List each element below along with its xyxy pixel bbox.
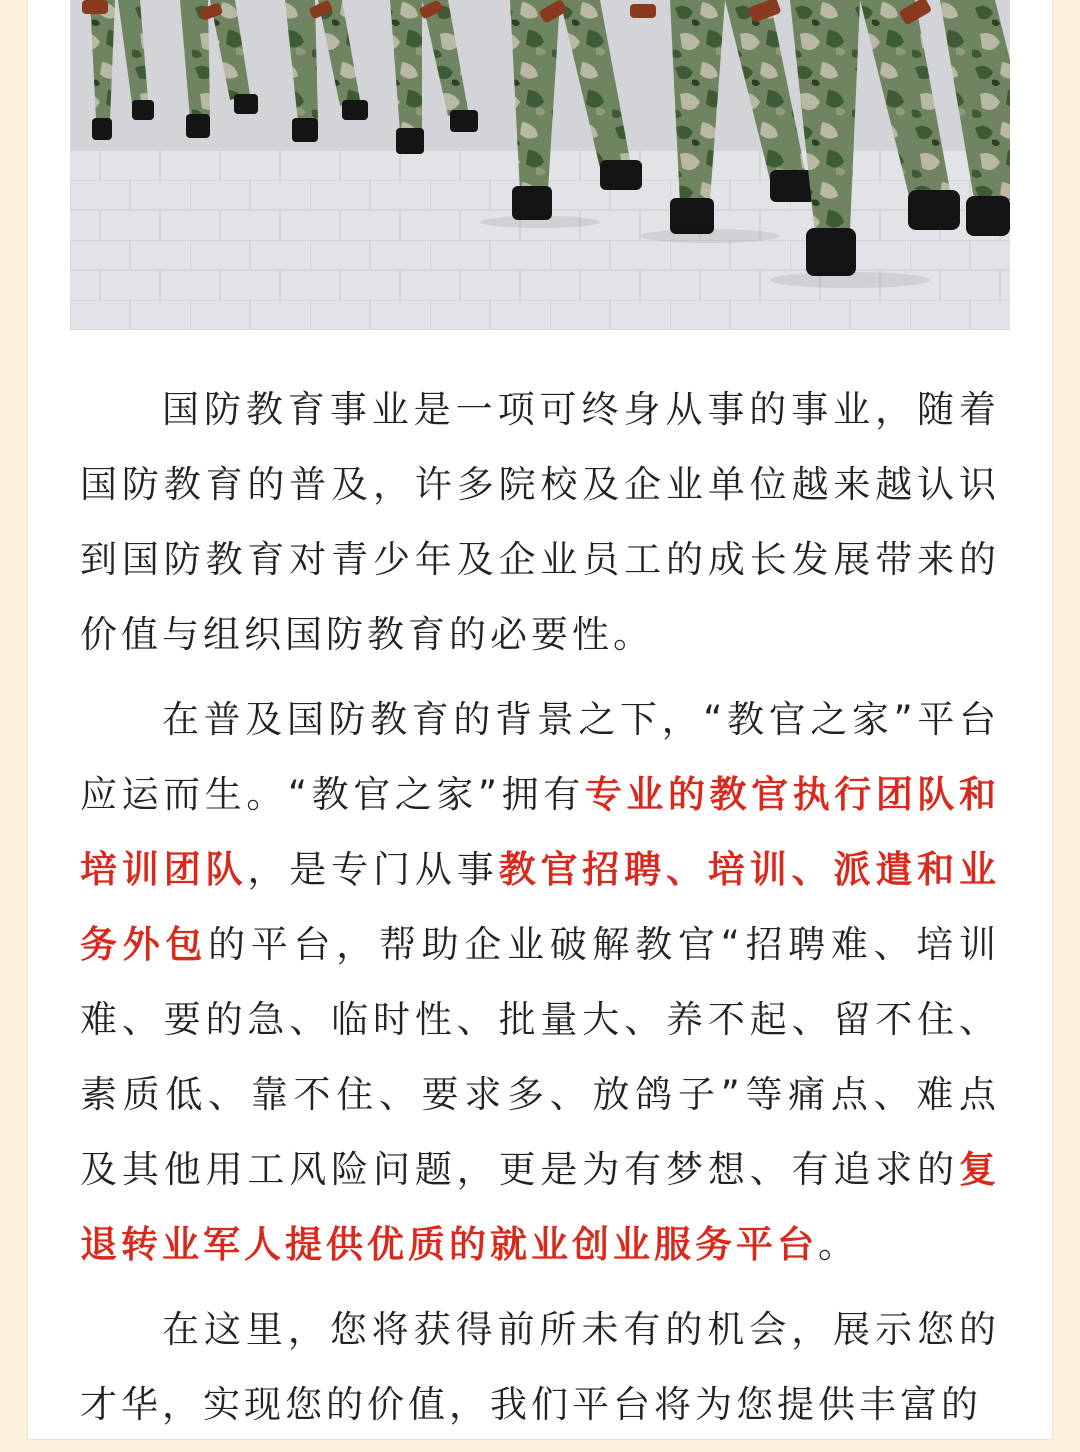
paragraph-2-text-3: 的平台，帮助企业破解教官“招聘难、培训难、要的急、临时性、批量大、养不起、留不住、素质低、靠不住、要求多、放鸽子”等痛点、难点及其他用工风险问题，更是为有梦想、有追求的 — [80, 923, 1001, 1191]
paragraph-2-text-4: 。 — [818, 1223, 859, 1266]
soldiers-marching-photo — [70, 0, 1010, 330]
photo-illustration — [70, 0, 1010, 330]
article-page — [28, 0, 1052, 1439]
paragraph-2-text-2: ，是专门从事 — [247, 848, 499, 891]
article-body — [80, 372, 1000, 1452]
paragraph-2 — [80, 682, 1000, 1282]
paragraph-1: 国防教育事业是一项可终身从事的事业，随着国防教育的普及，许多院校及企业单位越来越认识到国防教育对青少年及企业员工的成长发展带来的价值与组织国防教育的必要性。 — [80, 388, 1000, 656]
highlight-veteran-platform: 复退转业军人提供优质的就业创业服务平台 — [80, 1148, 1000, 1266]
highlight-services: 教官招聘、培训、派遣和业务外包 — [80, 848, 1001, 966]
highlight-professional-team: 专业的教官执行团队和培训团队 — [80, 773, 1001, 891]
paragraph-2-text-1: 在普及国防教育的背景之下，“教官之家”平台应运而生。“教官之家”拥有 — [80, 698, 1000, 816]
paragraph-3: 在这里，您将获得前所未有的机会，展示您的才华，实现您的价值，我们平台将为您提供丰富的 — [80, 1308, 1000, 1426]
